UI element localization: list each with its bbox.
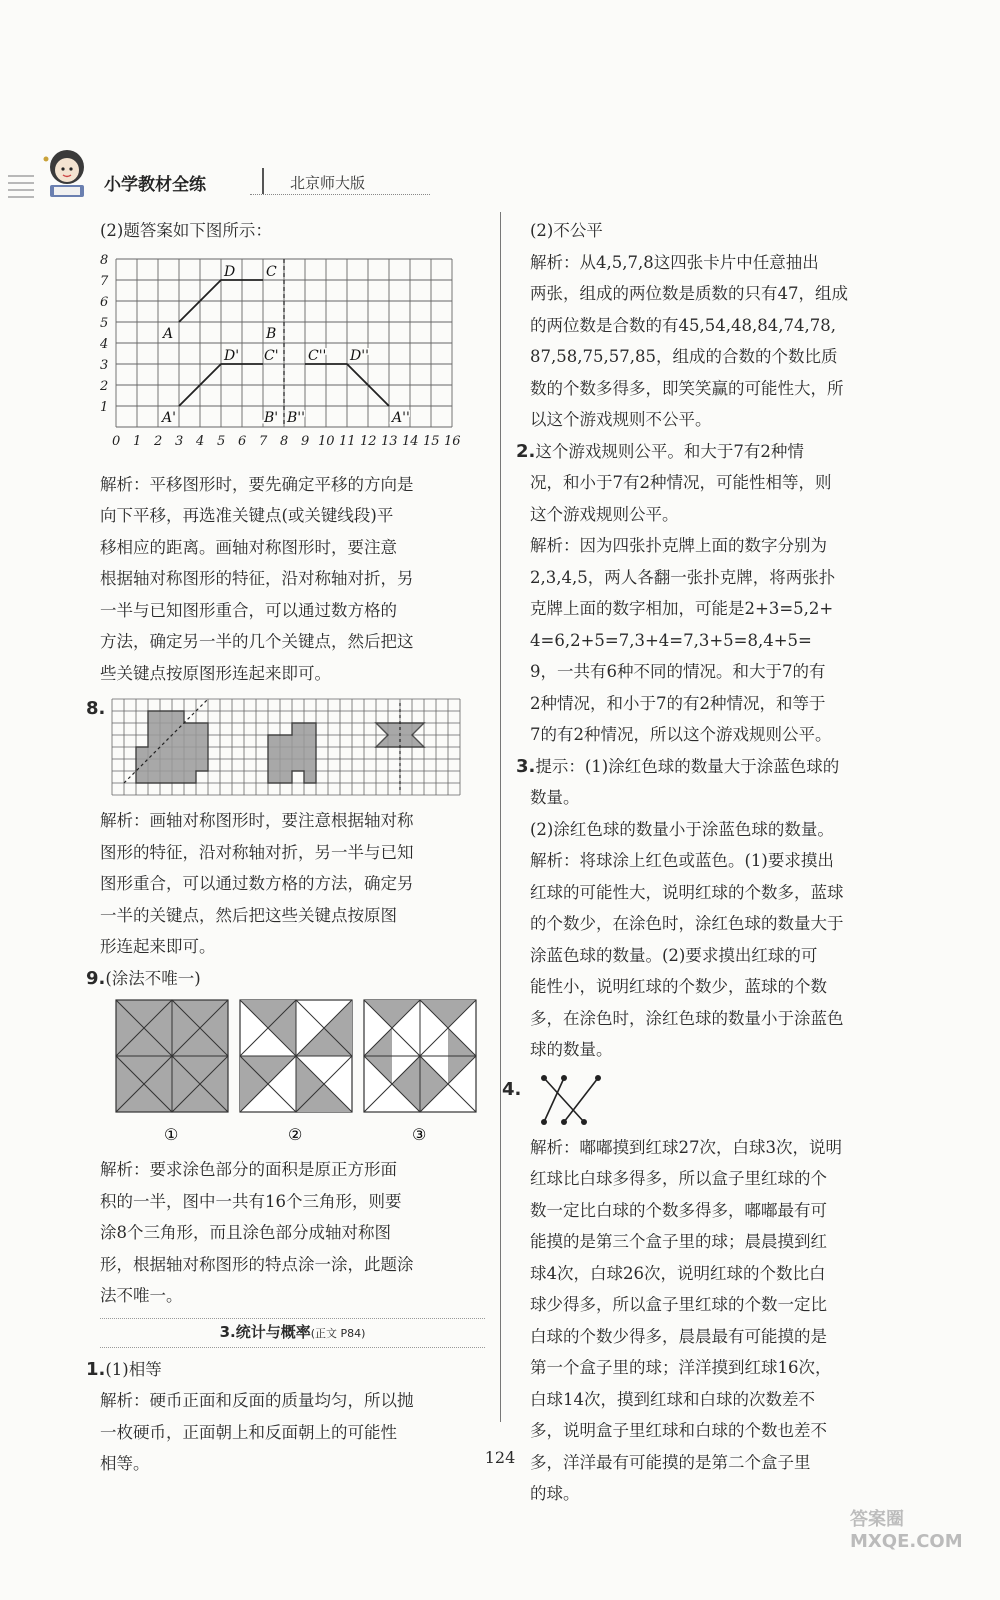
q7-analysis-line: 方法，确定另一半的几个关键点，然后把这 [100,632,414,651]
q7-analysis-line: 一半与已知图形重合，可以通过数方格的 [100,600,397,620]
point-label-a2: A'' [392,409,410,426]
s3-analysis-line: 红球的可能性大，说明红球的个数多，蓝球 [530,882,844,902]
left-column [86,215,485,1480]
q9-analysis-line: 形，根据轴对称图形的特点涂一涂，此题涂 [100,1254,414,1274]
tick-x: 6 [238,433,247,449]
point-label-c1: C' [264,347,279,364]
tick-y: 3 [100,357,109,373]
point-label-c: C [266,263,277,280]
s1-part2-analysis-line: 两张，组成的两位数是质数的只有47，组成 [530,284,848,303]
tick-y: 6 [100,294,109,310]
tick-y: 7 [100,273,109,289]
q7-analysis-line: 移相应的距离。画轴对称图形时，要注意 [100,537,397,557]
s2-line: 况，和小于7有2种情况，可能性相等，则 [530,473,832,492]
s3-line: (2)涂红色球的数量小于涂蓝色球的数量。 [530,819,834,839]
question-number-4: 4. [502,1078,522,1100]
tick-x: 2 [154,433,163,449]
s4-analysis-line: 红球比白球多得多，所以盒子里红球的个 [530,1169,827,1188]
square-label: ① [164,1125,179,1144]
series-title: 小学教材全练 [104,175,206,195]
s1-analysis-line: 解析：硬币正面和反面的质量均匀，所以抛 [100,1391,414,1410]
tick-x: 7 [259,433,268,449]
s3-text: 提示：(1)涂红色球的数量大于涂蓝色球的 [535,756,840,776]
s2-analysis-line: 7的有2种情况，所以这个游戏规则公平。 [530,725,832,744]
q9-analysis-line: 积的一半，图中一共有16个三角形，则要 [100,1191,402,1211]
q7-analysis-line: 解析：平移图形时，要先确定平移的方向是 [100,474,414,494]
mascot-icon [36,145,98,203]
s2-text: 这个游戏规则公平。和大于7有2种情 [535,441,804,461]
section-title-text: 3.统计与概率 [219,1322,311,1341]
header-separator [262,168,264,194]
s2-analysis-line: 2种情况，和小于7的有2种情况，和等于 [530,693,826,713]
point-label-a1: A' [162,409,176,426]
s4-block [502,1066,915,1132]
question-number-9: 9. [86,967,106,989]
s2-analysis-line: 解析：因为四张扑克牌上面的数字分别为 [530,536,827,555]
tick-y: 4 [100,336,109,352]
point-label-a: A [163,325,174,342]
right-column [502,215,915,1510]
s2-line: 这个游戏规则公平。 [530,504,679,524]
q9-analysis-line: 法不唯一。 [100,1286,183,1305]
tick-x: 5 [217,433,226,449]
tick-x: 10 [318,433,335,449]
tick-x: 8 [280,433,289,449]
tick-y: 8 [100,252,109,268]
q7-analysis-line: 向下平移，再选准关键点(或关键线段)平 [100,506,394,525]
tick-x: 4 [196,433,205,449]
s2-analysis-line: 9，一共有6种不同的情况。和大于7的有 [530,662,826,681]
s1-part2-analysis-line: 解析：从4,5,7,8这四张卡片中任意抽出 [530,252,819,272]
q8-analysis-line: 解析：画轴对称图形时，要注意根据轴对称 [100,811,414,830]
point-label-b2: B'' [287,409,305,426]
s4-analysis-line: 多，说明盒子里红球和白球的个数也差不 [530,1421,827,1440]
point-label-d: D [224,263,236,280]
square-label: ③ [412,1125,427,1144]
s1-text: (1)相等 [105,1359,162,1379]
s3-analysis-line: 球的数量。 [530,1040,613,1059]
q7-part2: (2)题答案如下图所示： [100,221,272,240]
tick-x: 0 [112,433,121,449]
header-decoration [8,175,34,203]
s3-analysis-line: 多，在涂色时，涂红色球的数量小于涂蓝色 [530,1008,844,1028]
s4-analysis-line: 白球的个数少得多，晨晨最有可能摸的是 [530,1326,827,1346]
tick-y: 1 [100,399,109,415]
question-number-2: 2. [516,440,536,462]
s3-analysis-line: 解析：将球涂上红色或蓝色。(1)要求摸出 [530,851,834,870]
q8-analysis-line: 一半的关键点，然后把这些关键点按原图 [100,905,397,925]
question-number-8: 8. [86,698,106,719]
s1-part2-analysis-line: 87,58,75,57,85，组成的合数的个数比质 [530,347,838,366]
edition-label: 北京师大版 [290,174,366,192]
s4-analysis-line: 多，洋洋最有可能摸的是第二个盒子里 [530,1452,811,1472]
s1-part2-analysis-line: 以这个游戏规则不公平。 [530,410,712,429]
tick-x: 1 [133,433,142,449]
q9-text: (涂法不唯一) [105,968,201,988]
point-label-b1: B' [264,409,279,426]
q8-analysis-line: 形连起来即可。 [100,937,216,956]
watermark: 答案圈 MXQE.COM [850,1509,963,1552]
tick-y: 5 [100,315,109,331]
s4-analysis-line: 数一定比白球的个数多得多，嘟嘟最有可 [530,1200,827,1220]
tick-x: 11 [339,433,356,449]
shape-1-filled [136,711,208,783]
tick-x: 14 [402,433,419,449]
q8-analysis-line: 图形的特征，沿对称轴对折，另一半与已知 [100,842,414,862]
point-label-d2: D'' [350,347,369,364]
s1-analysis-line: 相等。 [100,1454,150,1473]
tick-x: 9 [301,433,310,449]
tick-x: 12 [360,433,377,449]
shape-2-filled [268,723,316,783]
s3-analysis-line: 涂蓝色球的数量。(2)要求摸出红球的可 [530,945,818,965]
s4-analysis-line: 的球。 [530,1484,580,1503]
section-heading [100,1318,485,1348]
s1-part2: (2)不公平 [530,221,603,240]
symmetry-grid-figure [108,695,468,803]
translation-grid-chart [96,249,476,467]
s3-analysis-line: 能性小，说明红球的个数少，蓝球的个数 [530,977,827,996]
s1-header [86,1354,485,1386]
tick-y: 2 [100,378,109,394]
s2-analysis-line: 4=6,2+5=7,3+4=7,3+5=8,4+5= [530,630,812,650]
question-number-3: 3. [516,755,536,777]
q7-analysis-line: 根据轴对称图形的特征，沿对称轴对折，另 [100,569,414,588]
tick-x: 3 [175,433,184,449]
q9-analysis-line: 解析：要求涂色部分的面积是原正方形面 [100,1160,397,1179]
q8-analysis-line: 图形重合，可以通过数方格的方法，确定另 [100,874,414,893]
point-label-b: B [266,325,277,342]
s4-analysis-line: 球4次，白球26次，说明红球的个数比白 [530,1263,826,1283]
header-rule [250,194,430,195]
q9-header [86,963,485,995]
s3-analysis-line: 的个数少，在涂色时，涂红色球的数量大于 [530,914,844,933]
shaded-squares-figure [100,996,485,1154]
square-label: ② [288,1125,303,1144]
point-label-d1: D' [224,347,240,364]
s3-line: 数量。 [530,788,580,807]
s4-analysis-line: 能摸的是第三个盒子里的球；晨晨摸到红 [530,1232,827,1251]
s1-part2-analysis-line: 的两位数是合数的有45,54,48,84,74,78, [530,315,836,335]
s2-analysis-line: 克牌上面的数字相加，可能是2+3=5,2+ [530,599,834,618]
q7-analysis-line: 些关键点按原图形连起来即可。 [100,663,331,683]
section-page-ref: (正文 P84) [310,1326,366,1340]
s3-line [516,751,915,783]
column-divider [500,212,501,1422]
s4-analysis-line: 白球14次，摸到红球和白球的次数差不 [530,1389,815,1409]
page-number: 124 [484,1448,516,1467]
s4-analysis-line: 第一个盒子里的球；洋洋摸到红球16次， [530,1358,832,1377]
matching-lines-figure [538,1072,608,1128]
s2-line [516,436,915,468]
tick-x: 16 [444,433,461,449]
s4-analysis-line: 解析：嘟嘟摸到红球27次，白球3次，说明 [530,1137,842,1157]
square-2 [240,1000,352,1144]
s2-analysis-line: 2,3,4,5，两人各翻一张扑克牌，将两张扑 [530,567,836,587]
tick-x: 15 [423,433,440,449]
square-3 [364,1000,476,1144]
square-1 [116,1000,228,1144]
s4-analysis-line: 球少得多，所以盒子里红球的个数一定比 [530,1295,827,1314]
q8-block [86,693,485,805]
s1-part2-analysis-line: 数的个数多得多，即笑笑赢的可能性大，所 [530,378,844,398]
s1-analysis-line: 一枚硬币，正面朝上和反面朝上的可能性 [100,1422,397,1442]
question-number-1: 1. [86,1358,106,1380]
tick-x: 13 [381,433,398,449]
q9-analysis-line: 涂8个三角形，而且涂色部分成轴对称图 [100,1223,391,1242]
point-label-c2: C'' [308,347,327,364]
